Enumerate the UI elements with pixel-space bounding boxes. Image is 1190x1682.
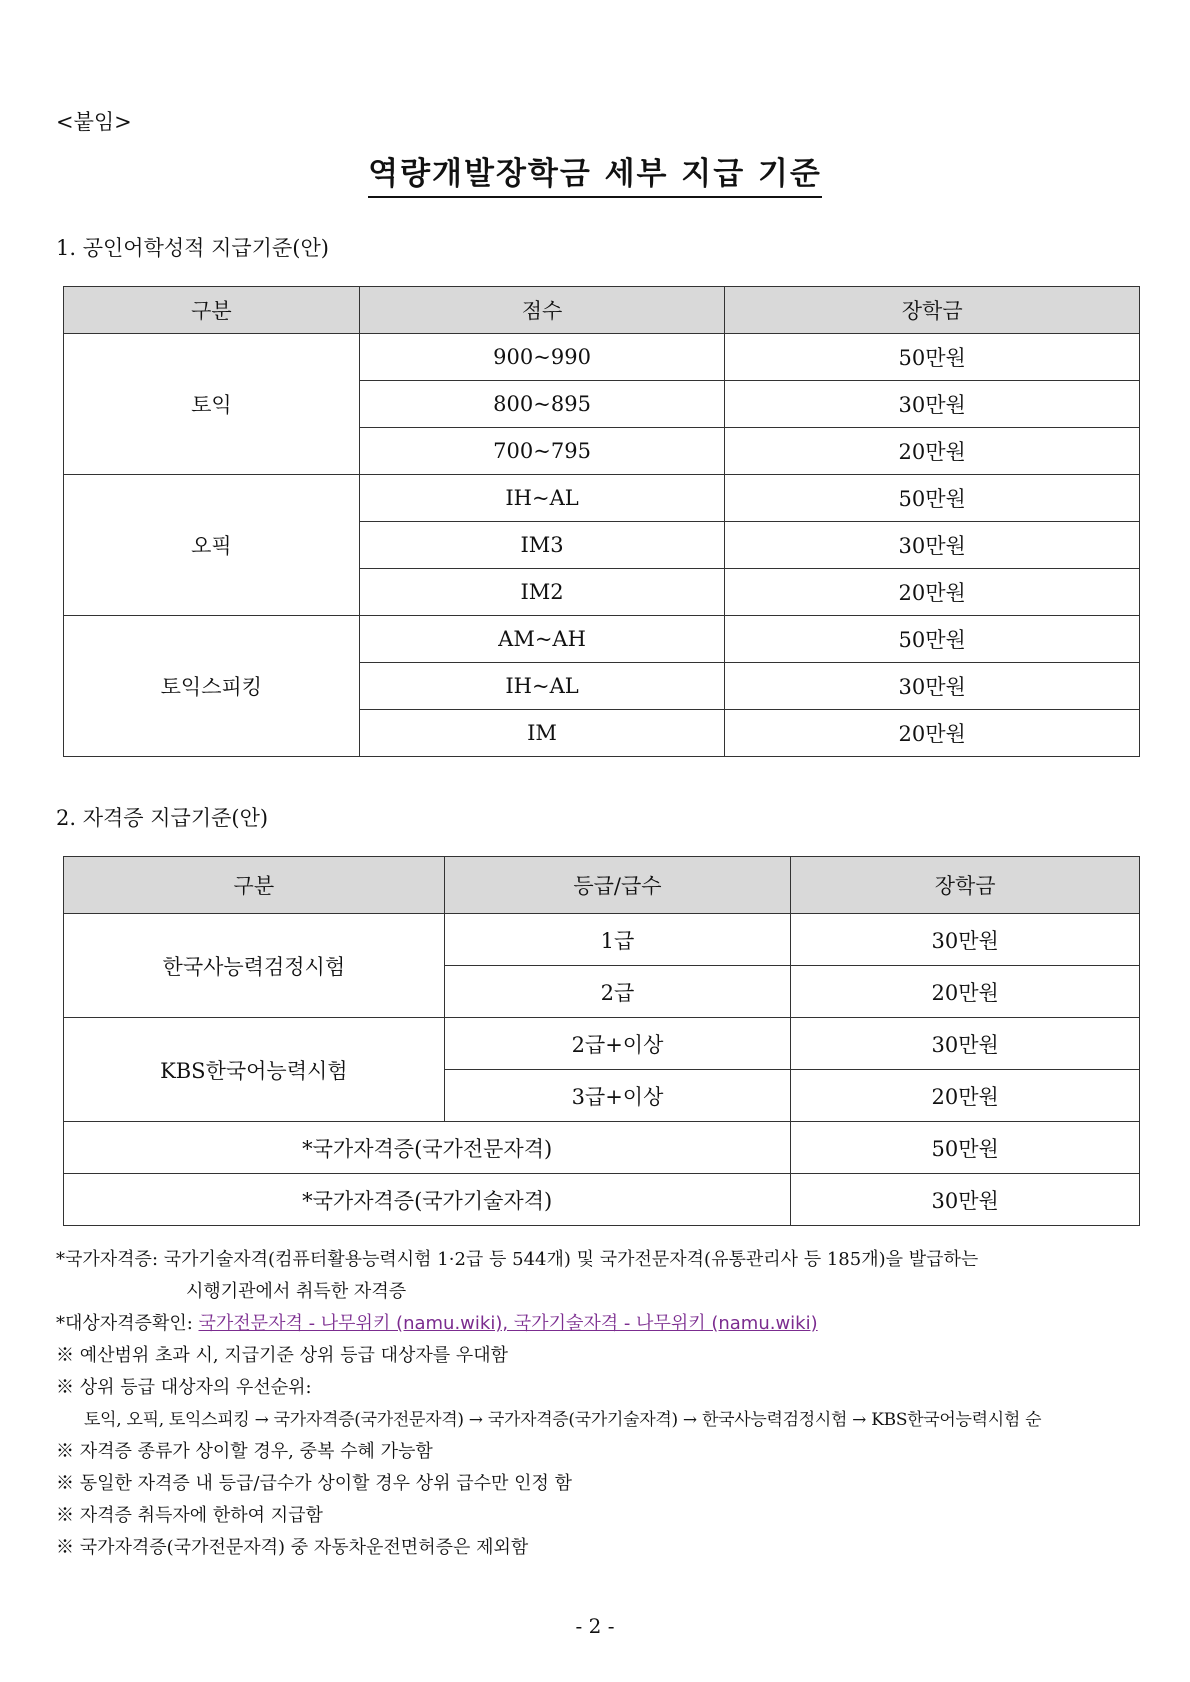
- grade-cell: 3급+이상: [444, 1070, 791, 1122]
- header-category: 구분: [64, 857, 445, 914]
- score-cell: IM: [359, 710, 725, 757]
- amount-cell: 20만원: [725, 569, 1140, 616]
- section2-heading: 2. 자격증 지급기준(안): [56, 806, 269, 830]
- grade-cell: 2급: [444, 966, 791, 1018]
- exclusion-note: ※ 국가자격증(국가전문자격) 중 자동차운전면허증은 제외함: [56, 1537, 529, 1558]
- language-score-table: [63, 286, 1140, 757]
- header-category: 구분: [64, 287, 360, 334]
- table-row: [64, 334, 1140, 381]
- page-title-text: 역량개발장학금 세부 지급 기준: [368, 156, 822, 198]
- table-header-row: [64, 287, 1140, 334]
- namu-wiki-links[interactable]: 국가전문자격 - 나무위키 (namu.wiki), 국가기술자격 - 나무위키 (namu.wiki): [198, 1313, 818, 1334]
- verify-label: *대상자격증확인:: [56, 1313, 199, 1334]
- group-name: 토익스피킹: [64, 616, 360, 757]
- grade-cell: 1급: [444, 914, 791, 966]
- national-cert-note: *국가자격증: 국가기술자격(컴퓨터활용능력시험 1·2급 등 544개) 및 국가전문자격(유통관리사 등 185개)을 발급하는: [56, 1249, 979, 1270]
- amount-cell: 20만원: [725, 710, 1140, 757]
- amount-cell: 20만원: [725, 428, 1140, 475]
- amount-cell: 20만원: [791, 966, 1140, 1018]
- score-cell: 900~990: [359, 334, 725, 381]
- group-name: 한국사능력검정시험: [64, 914, 445, 1018]
- amount-cell: 50만원: [725, 334, 1140, 381]
- attachment-label: <붙임>: [56, 110, 132, 134]
- table-row: [64, 1122, 1140, 1174]
- amount-cell: 20만원: [791, 1070, 1140, 1122]
- score-cell: IM3: [359, 522, 725, 569]
- score-cell: 700~795: [359, 428, 725, 475]
- certificate-table: [63, 856, 1140, 1226]
- table-row: [64, 914, 1140, 966]
- duplicate-note: ※ 자격증 종류가 상이할 경우, 중복 수혜 가능함: [56, 1441, 433, 1462]
- merged-label: *국가자격증(국가전문자격): [64, 1122, 791, 1174]
- amount-cell: 30만원: [791, 914, 1140, 966]
- header-scholarship: 장학금: [725, 287, 1140, 334]
- table-row: [64, 616, 1140, 663]
- score-cell: IH~AL: [359, 475, 725, 522]
- acquirer-note: ※ 자격증 취득자에 한하여 지급함: [56, 1505, 323, 1526]
- table-row: [64, 475, 1140, 522]
- budget-note: ※ 예산범위 초과 시, 지급기준 상위 등급 대상자를 우대함: [56, 1345, 509, 1366]
- header-score: 점수: [359, 287, 725, 334]
- priority-heading: ※ 상위 등급 대상자의 우선순위:: [56, 1377, 312, 1398]
- score-cell: 800~895: [359, 381, 725, 428]
- group-name: KBS한국어능력시험: [64, 1018, 445, 1122]
- merged-label: *국가자격증(국가기술자격): [64, 1174, 791, 1226]
- table-header-row: [64, 857, 1140, 914]
- notes-section: [56, 1244, 1146, 1564]
- page-number: - 2 -: [575, 1614, 615, 1638]
- header-grade: 등급/급수: [444, 857, 791, 914]
- same-cert-note: ※ 동일한 자격증 내 등급/급수가 상이할 경우 상위 급수만 인정 함: [56, 1473, 572, 1494]
- group-name: 오픽: [64, 475, 360, 616]
- verify-line: [56, 1308, 1146, 1340]
- national-cert-note-cont: 시행기관에서 취득한 자격증: [186, 1281, 407, 1302]
- amount-cell: 30만원: [725, 522, 1140, 569]
- table-row: [64, 1174, 1140, 1226]
- group-name: 토익: [64, 334, 360, 475]
- score-cell: AM~AH: [359, 616, 725, 663]
- amount-cell: 50만원: [791, 1122, 1140, 1174]
- amount-cell: 30만원: [791, 1174, 1140, 1226]
- section1-heading: 1. 공인어학성적 지급기준(안): [56, 236, 329, 260]
- amount-cell: 50만원: [725, 616, 1140, 663]
- amount-cell: 30만원: [725, 381, 1140, 428]
- score-cell: IH~AL: [359, 663, 725, 710]
- page-title: [0, 148, 1190, 193]
- priority-order: 토익, 오픽, 토익스피킹 → 국가자격증(국가전문자격) → 국가자격증(국가기술자격) → 한국사능력검정시험 → KBS한국어능력시험 순: [84, 1410, 1042, 1430]
- amount-cell: 50만원: [725, 475, 1140, 522]
- table-row: [64, 1018, 1140, 1070]
- amount-cell: 30만원: [791, 1018, 1140, 1070]
- score-cell: IM2: [359, 569, 725, 616]
- header-scholarship: 장학금: [791, 857, 1140, 914]
- amount-cell: 30만원: [725, 663, 1140, 710]
- grade-cell: 2급+이상: [444, 1018, 791, 1070]
